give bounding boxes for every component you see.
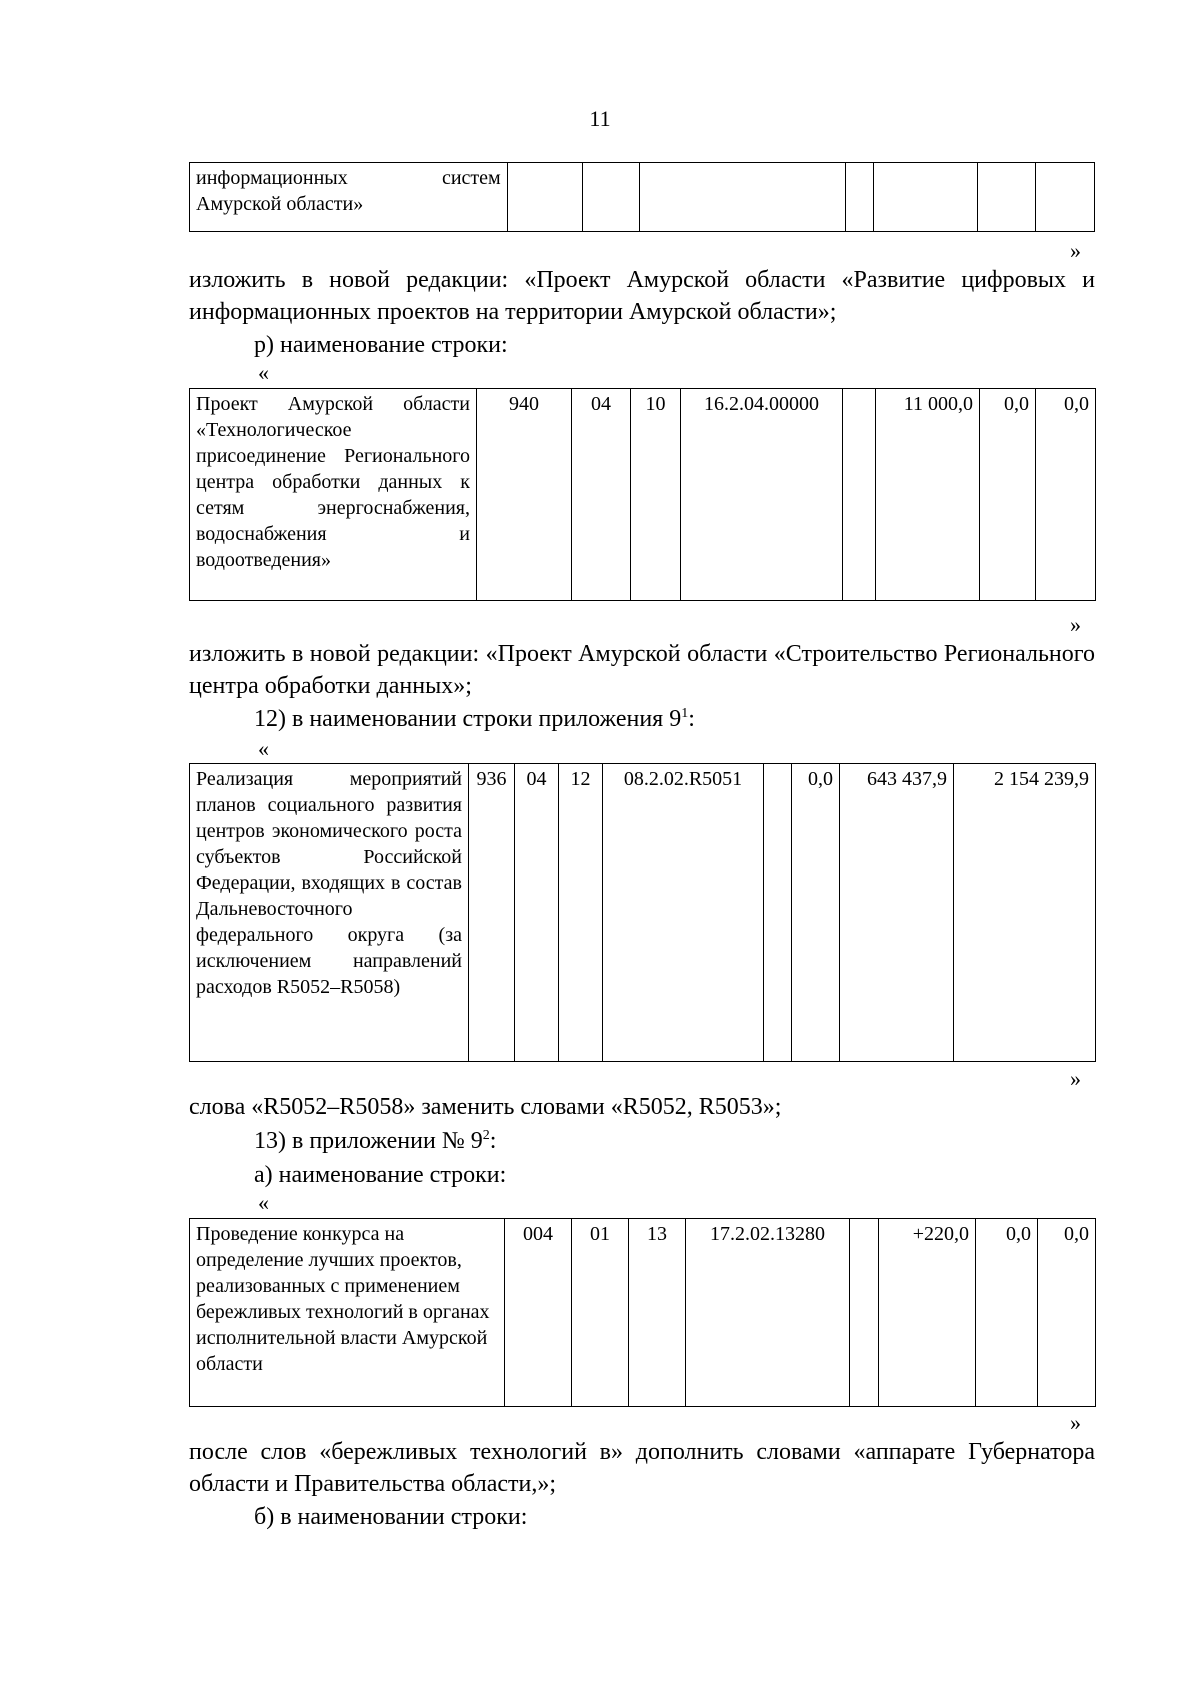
closing-quote: » <box>1070 1410 1081 1435</box>
table-continuation <box>189 162 1095 232</box>
cell-grbs: 004 <box>505 1219 572 1407</box>
row-name-cell <box>190 163 508 232</box>
closing-quote: » <box>1070 612 1081 637</box>
name-word-1: информационных <box>196 167 348 189</box>
cell <box>507 163 582 232</box>
cell-target-article: 08.2.02.R5051 <box>603 764 764 1062</box>
item-12-text: 12) в наименовании строки приложения 9 <box>254 706 682 732</box>
cell-section: 04 <box>572 389 631 601</box>
table-3 <box>189 1218 1096 1407</box>
item-12 <box>254 704 695 734</box>
cell-subsection: 12 <box>559 764 603 1062</box>
page-number: 11 <box>589 106 611 131</box>
cell-amount-3: 0,0 <box>1038 1219 1096 1407</box>
item-12-end: : <box>688 706 695 732</box>
item-13-sup: 2 <box>482 1128 490 1143</box>
cell-target-article: 16.2.04.00000 <box>681 389 843 601</box>
cell <box>978 163 1036 232</box>
table-row <box>190 163 1095 232</box>
item-a: а) наименование строки: <box>254 1162 507 1188</box>
row-name-cell: Реализация мероприятий планов социального развития центров экономического роста субъектов Российской Федерации, входящих в состав Дальневосточного федерального округа (за исключением направлений расходов R5052–R5058) <box>190 764 469 1062</box>
cell-amount-2: 643 437,9 <box>840 764 954 1062</box>
cell-amount-1: +220,0 <box>879 1219 976 1407</box>
cell-amount-3: 0,0 <box>1036 389 1096 601</box>
cell-section: 04 <box>515 764 559 1062</box>
item-b: б) в наименовании строки: <box>254 1504 528 1530</box>
cell <box>845 163 873 232</box>
cell <box>582 163 640 232</box>
cell-amount-3: 2 154 239,9 <box>954 764 1096 1062</box>
paragraph-2: изложить в новой редакции: «Проект Амурской области «Строительство Регионального центра обработки данных»; <box>189 641 1095 699</box>
cell-amount-2: 0,0 <box>976 1219 1038 1407</box>
cell-amount-1: 0,0 <box>792 764 840 1062</box>
table-1 <box>189 388 1096 601</box>
cell-grbs: 940 <box>477 389 572 601</box>
name-line-2: Амурской области» <box>196 193 364 215</box>
cell <box>1036 163 1095 232</box>
table-row <box>190 764 1096 1062</box>
opening-quote: « <box>258 1190 269 1215</box>
cell-subsection: 10 <box>631 389 681 601</box>
paragraph-1: изложить в новой редакции: «Проект Амурской области «Развитие цифровых и информационных проектов на территории Амурской области»; <box>189 267 1095 325</box>
cell-amount-2: 0,0 <box>980 389 1036 601</box>
cell-grbs: 936 <box>469 764 515 1062</box>
cell-subsection: 13 <box>629 1219 686 1407</box>
item-13-text: 13) в приложении № 9 <box>254 1128 483 1154</box>
cell-expense-type <box>850 1219 879 1407</box>
row-name-cell: Проведение конкурса на определение лучших проектов, реализованных с применением бережливых технологий в органах исполнительной власти Амурской области <box>190 1219 505 1407</box>
cell <box>873 163 978 232</box>
cell-section: 01 <box>572 1219 629 1407</box>
opening-quote: « <box>258 736 269 761</box>
table-row <box>190 389 1096 601</box>
item-13 <box>254 1126 496 1156</box>
item-12-sup: 1 <box>681 706 689 721</box>
closing-quote: » <box>1070 1066 1081 1091</box>
paragraph-4: после слов «бережливых технологий в» дополнить словами «аппарате Губернатора области и Правительства области,»; <box>189 1439 1095 1497</box>
table-2 <box>189 763 1096 1062</box>
paragraph-3: слова «R5052–R5058» заменить словами «R5052, R5053»; <box>189 1094 782 1120</box>
cell-expense-type <box>764 764 792 1062</box>
cell-target-article: 17.2.02.13280 <box>686 1219 850 1407</box>
row-name-cell: Проект Амурской области «Технологическое присоединение Регионального центра обработки данных к сетям энергоснабжения, водоснабжения и водоотведения» <box>190 389 477 601</box>
cell <box>640 163 845 232</box>
name-word-2: систем <box>441 167 501 189</box>
cell-amount-1: 11 000,0 <box>876 389 980 601</box>
cell-expense-type <box>843 389 876 601</box>
table-row <box>190 1219 1096 1407</box>
closing-quote: » <box>1070 238 1081 263</box>
opening-quote: « <box>258 360 269 385</box>
item-r: р) наименование строки: <box>254 332 508 358</box>
item-13-end: : <box>489 1128 497 1154</box>
